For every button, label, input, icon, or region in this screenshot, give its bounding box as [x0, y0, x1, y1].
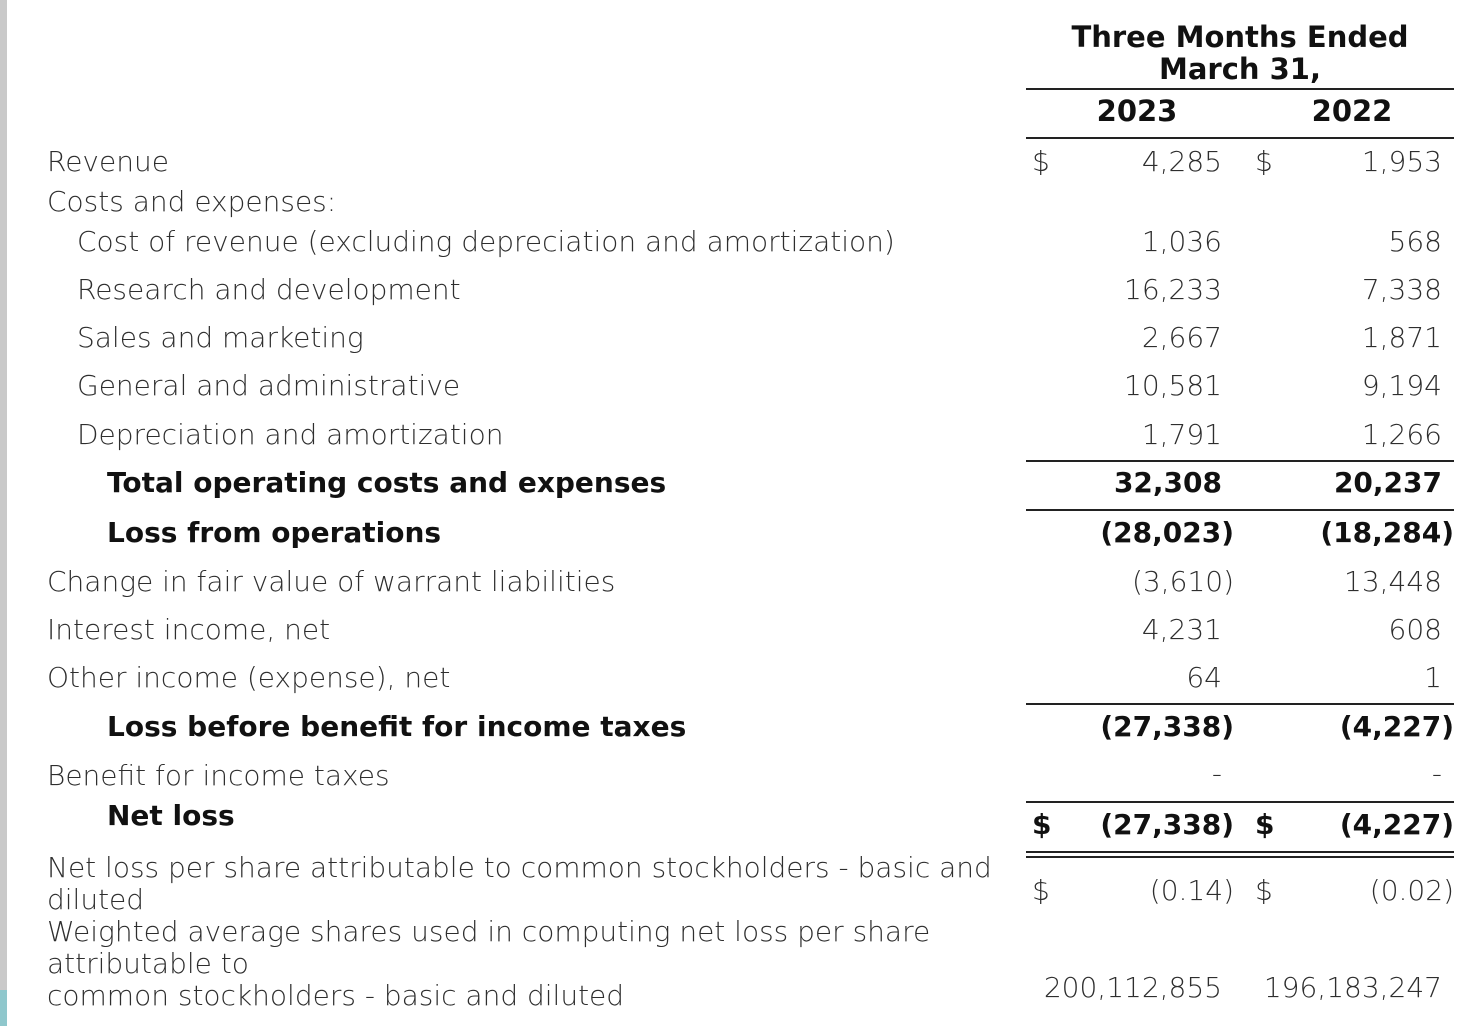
loss-before-tax-rule [1026, 703, 1454, 705]
eps-2023-currency: $ [1032, 874, 1050, 907]
period-header-line2: March 31, [1158, 52, 1322, 86]
left-edge-border [0, 0, 7, 1026]
depreciation-2022-value: 1,266 [1361, 418, 1442, 451]
general-2022-value: 9,194 [1361, 369, 1442, 402]
eps-label-line2: diluted [47, 883, 145, 916]
research-2023-value: 16,233 [1124, 273, 1222, 306]
sales-2023-value: 2,667 [1141, 321, 1222, 354]
warrant-2022-value: 13,448 [1344, 565, 1442, 598]
loss-before-tax-2023-value: (27,338) [1100, 710, 1234, 743]
costs-heading-label: Costs and expenses: [47, 185, 337, 218]
header-rule [1026, 88, 1454, 90]
general-label: General and administrative [77, 369, 461, 402]
left-edge-accent [0, 990, 7, 1026]
shares-label-line1: Weighted average shares used in computing net loss per share [47, 915, 931, 948]
loss-ops-2022-value: (18,284) [1320, 516, 1454, 549]
net-loss-2023-value: (27,338) [1100, 808, 1234, 841]
shares-label-line2: attributable to [47, 947, 249, 980]
net-loss-double-rule-top [1026, 851, 1454, 853]
general-2023-value: 10,581 [1124, 369, 1222, 402]
eps-2022-currency: $ [1255, 874, 1273, 907]
other-income-label: Other income (expense), net [47, 661, 451, 694]
eps-label-line1: Net loss per share attributable to common stockholders - basic and [47, 851, 992, 884]
warrant-2023-value: (3,610) [1131, 565, 1234, 598]
net-loss-2022-currency: $ [1255, 808, 1275, 841]
eps-2022-value: (0.02) [1369, 874, 1454, 907]
net-loss-2022-value: (4,227) [1339, 808, 1454, 841]
net-loss-label: Net loss [107, 799, 235, 832]
interest-2023-value: 4,231 [1141, 613, 1222, 646]
warrant-label: Change in fair value of warrant liabilities [47, 565, 616, 598]
loss-ops-rule [1026, 509, 1454, 511]
research-2022-value: 7,338 [1361, 273, 1442, 306]
interest-2022-value: 608 [1388, 613, 1442, 646]
depreciation-2023-value: 1,791 [1141, 418, 1222, 451]
loss-ops-label: Loss from operations [107, 516, 442, 549]
period-header-line1: Three Months Ended [1071, 20, 1409, 54]
research-label: Research and development [77, 273, 461, 306]
net-loss-double-rule-bottom [1026, 856, 1454, 858]
net-loss-rule [1026, 801, 1454, 803]
tax-benefit-2022-value: - [1431, 757, 1442, 790]
revenue-2022-currency: $ [1255, 145, 1273, 178]
tax-benefit-label: Benefit for income taxes [47, 759, 390, 792]
interest-label: Interest income, net [47, 613, 331, 646]
revenue-2023-value: 4,285 [1141, 145, 1222, 178]
total-costs-2022-value: 20,237 [1333, 466, 1442, 499]
total-costs-label: Total operating costs and expenses [107, 466, 667, 499]
tax-benefit-2023-value: - [1211, 757, 1222, 790]
cost-of-revenue-label: Cost of revenue (excluding depreciation and amortization) [77, 225, 895, 258]
revenue-2022-value: 1,953 [1361, 145, 1442, 178]
cost-of-revenue-2023-value: 1,036 [1141, 225, 1222, 258]
loss-before-tax-2022-value: (4,227) [1339, 710, 1454, 743]
loss-before-tax-label: Loss before benefit for income taxes [107, 710, 687, 743]
eps-2023-value: (0.14) [1149, 874, 1234, 907]
other-income-2022-value: 1 [1424, 661, 1442, 694]
total-costs-rule [1026, 460, 1454, 462]
cost-of-revenue-2022-value: 568 [1388, 225, 1442, 258]
year-2022-header: 2022 [1311, 94, 1393, 128]
shares-label-line3: common stockholders - basic and diluted [47, 979, 625, 1012]
revenue-label: Revenue [47, 145, 169, 178]
revenue-2023-currency: $ [1032, 145, 1050, 178]
sales-2022-value: 1,871 [1361, 321, 1442, 354]
year-2023-header: 2023 [1096, 94, 1178, 128]
other-income-2023-value: 64 [1186, 661, 1222, 694]
year-header-rule [1026, 137, 1454, 139]
net-loss-2023-currency: $ [1032, 808, 1052, 841]
shares-2023-value: 200,112,855 [1043, 971, 1222, 1004]
sales-label: Sales and marketing [77, 321, 364, 354]
shares-2022-value: 196,183,247 [1263, 971, 1442, 1004]
total-costs-2023-value: 32,308 [1113, 466, 1222, 499]
loss-ops-2023-value: (28,023) [1100, 516, 1234, 549]
depreciation-label: Depreciation and amortization [77, 418, 504, 451]
